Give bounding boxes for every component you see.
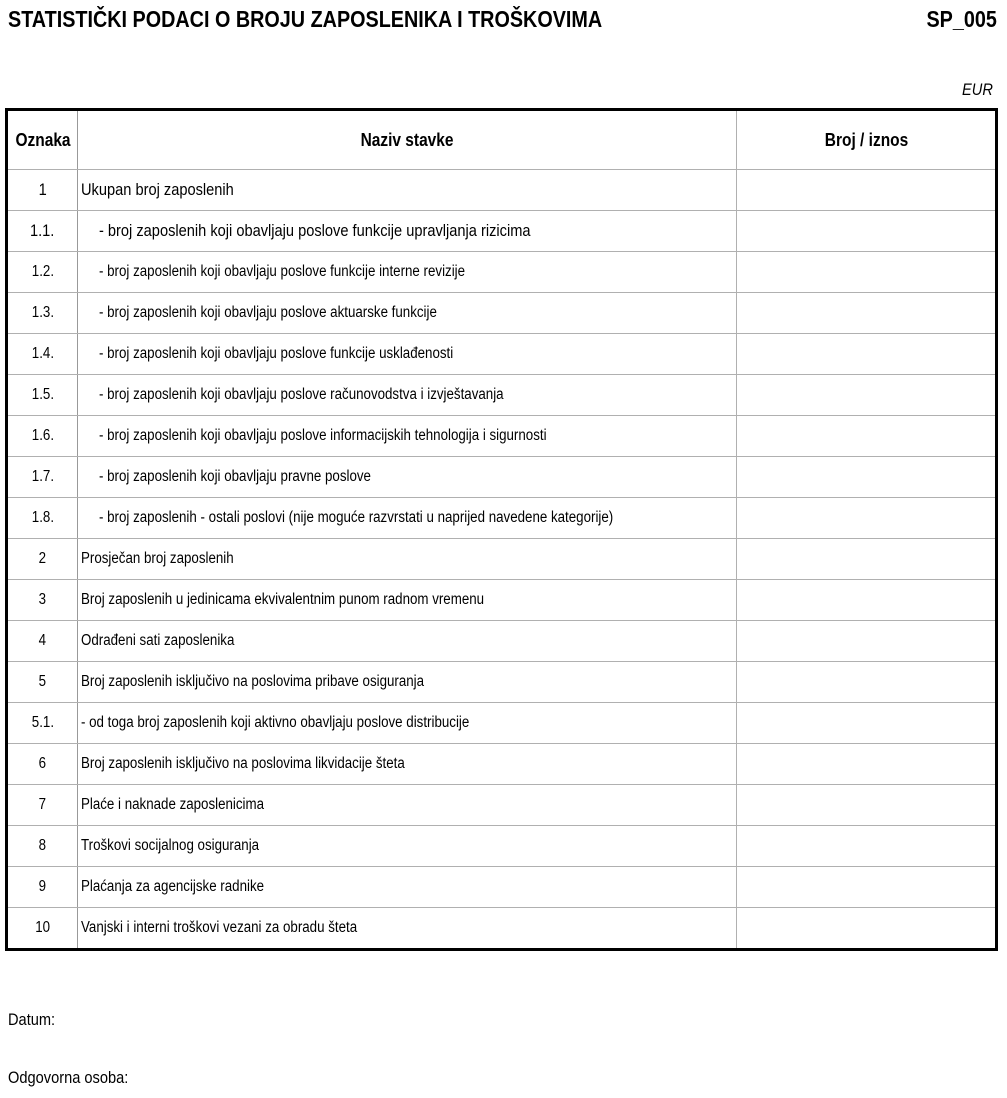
- row-code-text: 1.7.: [31, 468, 54, 485]
- row-value-cell[interactable]: [737, 170, 997, 211]
- row-code: [7, 252, 78, 293]
- column-header-code: [7, 110, 78, 170]
- table-row: [7, 580, 997, 621]
- row-value-cell[interactable]: [737, 539, 997, 580]
- row-label-text: - broj zaposlenih koji obavljaju poslove informacijskih tehnologija i sigurnosti: [99, 427, 547, 444]
- row-code-text: 1.8.: [31, 509, 54, 526]
- row-label: [78, 662, 737, 703]
- table-row: [7, 908, 997, 950]
- row-code: [7, 539, 78, 580]
- row-value-cell[interactable]: [737, 457, 997, 498]
- row-label: [78, 498, 737, 539]
- row-label-text: Odrađeni sati zaposlenika: [81, 632, 235, 649]
- currency-text: EUR: [962, 80, 993, 99]
- row-label-text: - broj zaposlenih koji obavljaju poslove funkcije usklađenosti: [99, 345, 454, 362]
- row-value-input[interactable]: [737, 621, 995, 661]
- responsible-person-label-text: Odgovorna osoba:: [8, 1068, 129, 1087]
- table-row: [7, 293, 997, 334]
- column-header-code-text: Oznaka: [15, 129, 71, 150]
- row-code-text: 1.3.: [31, 304, 54, 321]
- row-label-text: - broj zaposlenih koji obavljaju poslove funkcije upravljanja rizicima: [99, 221, 531, 240]
- row-code: [7, 211, 78, 252]
- row-value-input[interactable]: [737, 334, 995, 374]
- row-value-input[interactable]: [737, 867, 995, 907]
- row-label-text: Vanjski i interni troškovi vezani za obradu šteta: [81, 919, 358, 936]
- row-label-text: - broj zaposlenih koji obavljaju poslove računovodstva i izvještavanja: [99, 386, 504, 403]
- row-value-input[interactable]: [737, 826, 995, 866]
- row-label-text: Prosječan broj zaposlenih: [81, 550, 234, 567]
- row-label: [78, 867, 737, 908]
- row-value-input[interactable]: [737, 375, 995, 415]
- statistics-table: [5, 108, 998, 951]
- row-code: [7, 293, 78, 334]
- table-body: [7, 170, 997, 950]
- row-code-text: 6: [38, 755, 47, 772]
- row-value-input[interactable]: [737, 416, 995, 456]
- date-label-text: Datum:: [8, 1010, 56, 1029]
- row-value-input[interactable]: [737, 457, 995, 497]
- row-code-text: 5: [38, 673, 47, 690]
- row-code-text: 1.2.: [31, 263, 54, 280]
- row-code-text: 1.6.: [31, 427, 54, 444]
- column-header-name-text: Naziv stavke: [360, 129, 454, 150]
- row-label-text: - broj zaposlenih - ostali poslovi (nije moguće razvrstati u naprijed navedene kategorije): [99, 509, 614, 526]
- table-row: [7, 744, 997, 785]
- row-label-text: Broj zaposlenih isključivo na poslovima likvidacije šteta: [81, 755, 406, 772]
- row-label: [78, 334, 737, 375]
- row-value-input[interactable]: [737, 703, 995, 743]
- row-label-text: Broj zaposlenih isključivo na poslovima pribave osiguranja: [81, 673, 425, 690]
- row-value-input[interactable]: [737, 662, 995, 702]
- row-value-cell[interactable]: [737, 826, 997, 867]
- row-label: [78, 252, 737, 293]
- row-code: [7, 580, 78, 621]
- table-row: [7, 457, 997, 498]
- currency-label: [957, 80, 993, 100]
- row-code-text: 9: [38, 878, 47, 895]
- column-header-value-text: Broj / iznos: [824, 129, 908, 150]
- row-value-input[interactable]: [737, 785, 995, 825]
- row-code: [7, 457, 78, 498]
- row-code: [7, 334, 78, 375]
- row-label-text: Plaće i naknade zaposlenicima: [81, 796, 265, 813]
- row-value-cell[interactable]: [737, 785, 997, 826]
- column-header-name: [78, 110, 737, 170]
- row-value-cell[interactable]: [737, 252, 997, 293]
- row-value-cell[interactable]: [737, 703, 997, 744]
- row-code-text: 10: [35, 919, 51, 936]
- row-label: [78, 539, 737, 580]
- form-code: [915, 6, 997, 33]
- table-row: [7, 498, 997, 539]
- row-label: [78, 621, 737, 662]
- table-row: [7, 334, 997, 375]
- row-value-input[interactable]: [737, 908, 995, 948]
- row-value-cell[interactable]: [737, 580, 997, 621]
- row-value-input[interactable]: [737, 580, 995, 620]
- row-label-text: - broj zaposlenih koji obavljaju pravne poslove: [99, 468, 372, 485]
- row-code-text: 7: [38, 796, 47, 813]
- table-row: [7, 703, 997, 744]
- row-value-cell[interactable]: [737, 867, 997, 908]
- table-row: [7, 662, 997, 703]
- row-label: [78, 703, 737, 744]
- row-code: [7, 375, 78, 416]
- row-label: [78, 785, 737, 826]
- row-code-text: 8: [38, 837, 47, 854]
- date-label: [8, 1010, 63, 1030]
- row-label-text: Plaćanja za agencijske radnike: [81, 878, 265, 895]
- table-row: [7, 252, 997, 293]
- row-label: [78, 293, 737, 334]
- responsible-person-label: [8, 1068, 148, 1088]
- table-row: [7, 375, 997, 416]
- row-value-cell[interactable]: [737, 211, 997, 252]
- row-value-cell[interactable]: [737, 375, 997, 416]
- row-code: [7, 703, 78, 744]
- row-value-input[interactable]: [737, 744, 995, 784]
- row-code-text: 1: [38, 180, 47, 199]
- row-code-text: 4: [38, 632, 47, 649]
- row-value-cell[interactable]: [737, 334, 997, 375]
- table-row: [7, 826, 997, 867]
- table-row: [7, 211, 997, 252]
- row-value-cell[interactable]: [737, 293, 997, 334]
- row-label-text: - broj zaposlenih koji obavljaju poslove funkcije interne revizije: [99, 263, 466, 280]
- column-header-value: [737, 110, 997, 170]
- row-value-input[interactable]: [737, 539, 995, 579]
- row-value-cell[interactable]: [737, 621, 997, 662]
- row-value-cell[interactable]: [737, 416, 997, 457]
- table-header-row: [7, 110, 997, 170]
- row-value-input[interactable]: [737, 498, 995, 538]
- row-code: [7, 785, 78, 826]
- row-code-text: 1.5.: [31, 386, 54, 403]
- row-label-text: Troškovi socijalnog osiguranja: [81, 837, 260, 854]
- row-code-text: 2: [38, 550, 47, 567]
- row-label: [78, 170, 737, 211]
- row-code: [7, 621, 78, 662]
- row-label: [78, 826, 737, 867]
- row-value-input[interactable]: [737, 252, 995, 292]
- row-code-text: 5.1.: [31, 714, 54, 731]
- row-label: [78, 744, 737, 785]
- table-row: [7, 539, 997, 580]
- row-label: [78, 416, 737, 457]
- row-label: [78, 375, 737, 416]
- row-label: [78, 211, 737, 252]
- row-code: [7, 867, 78, 908]
- row-code-text: 3: [38, 591, 47, 608]
- row-value-input[interactable]: [737, 211, 995, 251]
- row-code-text: 1.4.: [31, 345, 54, 362]
- row-value-input[interactable]: [737, 170, 995, 210]
- form-code-text: SP_005: [926, 6, 997, 32]
- row-label: [78, 908, 737, 950]
- row-value-input[interactable]: [737, 293, 995, 333]
- table-row: [7, 170, 997, 211]
- table-row: [7, 867, 997, 908]
- row-code: [7, 662, 78, 703]
- row-label-text: Ukupan broj zaposlenih: [81, 180, 235, 199]
- page-title: [8, 6, 699, 33]
- table-row: [7, 416, 997, 457]
- row-value-cell[interactable]: [737, 908, 997, 950]
- row-label-text: - od toga broj zaposlenih koji aktivno obavljaju poslove distribucije: [81, 714, 470, 731]
- row-code: [7, 744, 78, 785]
- page-title-text: STATISTIČKI PODACI O BROJU ZAPOSLENIKA I TROŠKOVIMA: [8, 6, 603, 32]
- row-code: [7, 826, 78, 867]
- row-value-cell[interactable]: [737, 662, 997, 703]
- row-code: [7, 908, 78, 950]
- row-code: [7, 498, 78, 539]
- row-code: [7, 170, 78, 211]
- row-label: [78, 457, 737, 498]
- row-label-text: - broj zaposlenih koji obavljaju poslove aktuarske funkcije: [99, 304, 438, 321]
- row-label: [78, 580, 737, 621]
- table-row: [7, 621, 997, 662]
- row-label-text: Broj zaposlenih u jedinicama ekvivalentnim punom radnom vremenu: [81, 591, 485, 608]
- row-code-text: 1.1.: [30, 221, 55, 240]
- row-value-cell[interactable]: [737, 498, 997, 539]
- row-value-cell[interactable]: [737, 744, 997, 785]
- table-row: [7, 785, 997, 826]
- row-code: [7, 416, 78, 457]
